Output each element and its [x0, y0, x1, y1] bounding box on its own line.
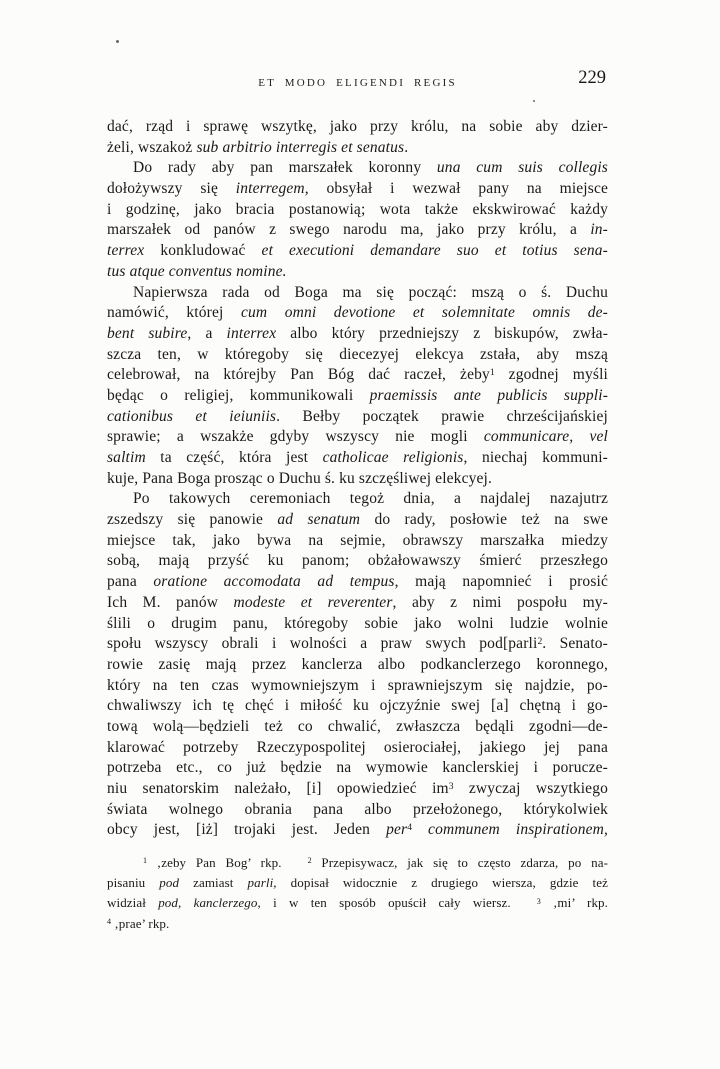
text-line: chwaliwszy ich tę chęć i miłość ku ojczyźnie swej [a] chętną i go-	[107, 697, 608, 715]
text-line: niu senatorskim należało, [i] opowiedzieć $im^3$ zwyczaj wszytkiego	[107, 780, 608, 797]
text-line: Ich M. panów modeste et reverenter, aby z nimi pospołu my-	[107, 593, 608, 611]
text-line: sprawie; a wszakże gdyby wszyscy nie mogli communicare, vel	[107, 428, 608, 446]
text-line: celebrował, na którejby Pan Bóg dać raczeł, żeby$^1$ zgodnej myśli	[107, 366, 608, 384]
text-line: rowie zasię mają przez kanclerza albo podkanclerzego koronnego,	[107, 655, 608, 673]
text-line: namówić, której cum omni devotione et solemnitate omnis de-	[107, 304, 608, 322]
text-line: kuje, Pana Boga prosząc o Duchu ś. ku szczęśliwej elekcyej.	[107, 469, 493, 487]
text-line: potrzeba etc., co już będzie na wymowie kanclerskiej i porucze-	[107, 759, 608, 777]
text-line: Po takowych ceremoniach tegoż dnia, a najdalej nazajutrz	[133, 490, 608, 508]
text-line: bent subire, a interrex albo który przedniejszy z biskupów, zwła-	[107, 324, 608, 342]
text-line: i godzinę, jako bracia postanowią; wota także ekskwirować każdy	[107, 200, 608, 218]
scan-speck	[116, 40, 119, 43]
text-line: sobą, mają przyść ku panom; obżałowawszy śmierć przeszłego	[107, 552, 608, 570]
text-line: świata wolnego obrania pana albo przełożonego, którykolwiek	[107, 800, 608, 818]
footnote-line: pisaniu pod zamiast parli, dopisał widocznie z drugiego wiersza, gdzie też	[107, 875, 608, 891]
text-line: ślili o drugim panu, któregoby sobie jako wolni ludzie wolnie	[107, 614, 608, 632]
text-line: Napierwsza rada od Boga ma się począć: mszą o ś. Duchu	[133, 283, 608, 301]
text-line: dołożywszy się interregem, obsyłał i wezwał pany na miejsce	[107, 180, 608, 198]
text-line: klarować potrzeby Rzeczypospolitej osierociałej, jakiego jej pana	[107, 738, 608, 756]
text-line: który na ten czas wymowniejszym i sprawniejszym się najdzie, po-	[107, 676, 608, 694]
text-line: zszedszy się panowie ad senatum do rady, posłowie też na swe	[107, 511, 608, 529]
footnotes	[107, 853, 608, 934]
footnote-line: widział pod, kanclerzego, i w ten sposób opuścił cały wiersz. $^3$ ‚mi’ rkp.	[107, 895, 608, 911]
running-title: ET MODO ELIGENDI REGIS	[258, 77, 457, 89]
page-body	[107, 117, 608, 841]
text-line: miejsce tak, jako bywa na sejmie, obrawszy marszałka miedzy	[107, 531, 608, 549]
footnote-line: $^4$ ‚prae’ rkp.	[107, 915, 170, 931]
text-line: szcza ten, w któregoby się diecezyej elekcya zstała, aby mszą	[107, 345, 608, 363]
text-line: cationibus et ieiuniis. Bełby początek prawie chrześcijańskiej	[107, 407, 608, 425]
text-line: społu wszyscy obrali i wolności a praw swych pod[parli$^2$. Senato-	[107, 635, 608, 653]
text-line: terrex konkludować et executioni demandare suo et totius sena-	[107, 242, 608, 260]
text-line: pana oratione accomodata ad tempus, mają napomnieć i prosić	[107, 573, 608, 591]
text-line: będąc o religiej, kommunikowali praemissis ante publicis suppli-	[107, 386, 608, 404]
page-number: 229	[578, 68, 606, 88]
scan-speck	[533, 100, 535, 102]
text-line: obcy jest, [iż] trojaki jest. Jeden per$^4$ communem inspirationem,	[107, 821, 608, 839]
text-line: dać, rząd i sprawę wszytkę, jako przy królu, na sobie aby dzier-	[107, 118, 608, 135]
text-line: żeli, wszakoż sub arbitrio interregis et senatus.	[107, 138, 409, 156]
text-line: tową wolą—będzieli też co chwalić, zwłaszcza będąli zgodni—de-	[107, 717, 608, 735]
text-line: saltim ta część, która jest catholicae religionis, niechaj kommuni-	[107, 449, 608, 466]
text-line: Do rady aby pan marszałek koronny una cum suis collegis	[133, 159, 608, 177]
running-header	[107, 68, 608, 98]
footnote-line: $^1$ ‚zeby Pan Bog’ rkp. $^2$ Przepisywacz, jak się to często zdarza, po na-	[143, 855, 608, 870]
text-line: marszałek od panów z swego narodu ma, jako przy królu, a in-	[107, 221, 608, 239]
text-line: tus atque conventus nomine.	[107, 262, 287, 280]
